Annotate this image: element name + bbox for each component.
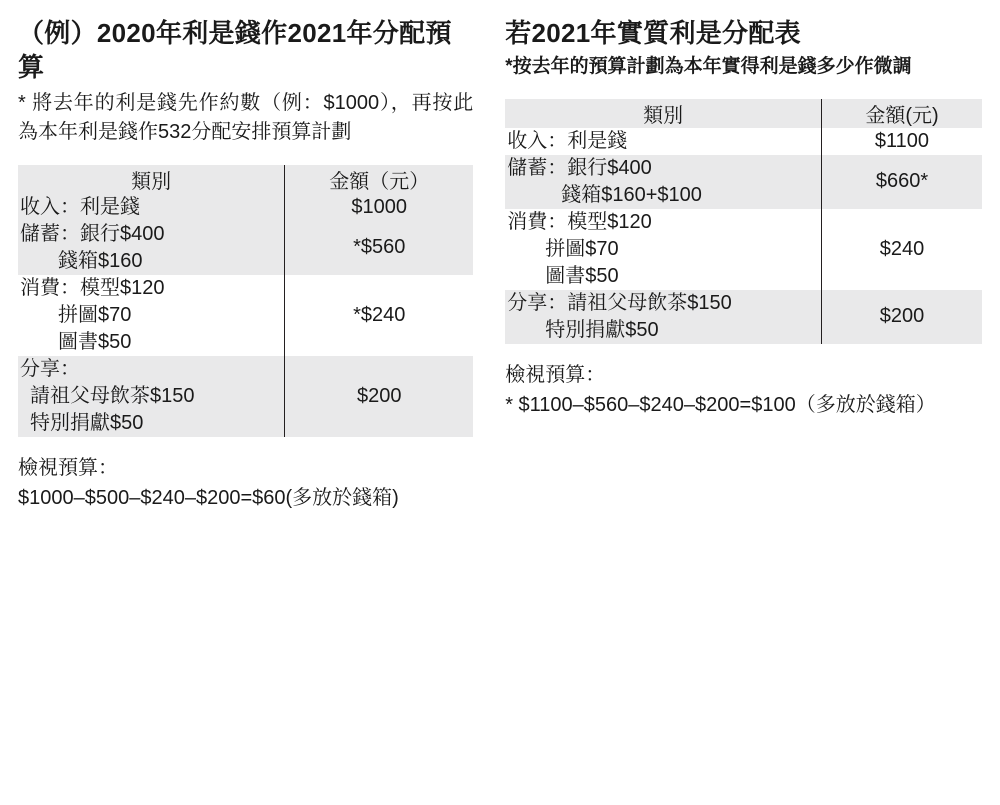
label-line: 圖書$50 <box>58 330 132 353</box>
row-amount: $200 <box>822 290 983 344</box>
table-row <box>18 275 473 356</box>
row-amount: $1100 <box>822 128 983 155</box>
row-label <box>505 155 821 209</box>
label-line: 請祖父母飲茶$150 <box>30 384 195 407</box>
label-line: 消費：模型$120 <box>20 276 165 299</box>
left-subtitle: * 將去年的利是錢先作約數（例：$1000），再按此為本年利是錢作532分配安排預算計劃 <box>18 91 474 143</box>
table-header-row <box>505 99 982 128</box>
label-line: 消費：模型$120 <box>507 210 652 233</box>
header-amount: 金額(元) <box>822 99 983 128</box>
left-footer <box>18 453 473 513</box>
table-row <box>505 290 982 344</box>
row-amount: *$560 <box>285 221 474 275</box>
left-footer-label: 檢視預算： <box>18 456 118 479</box>
row-amount: $1000 <box>285 194 474 221</box>
row-label <box>18 221 285 275</box>
row-label <box>505 209 821 290</box>
right-footer <box>505 360 982 420</box>
left-footer-text: $1000–$500–$240–$200=$60(多放於錢箱) <box>18 486 399 509</box>
header-amount: 金額（元） <box>285 165 474 194</box>
label-line: 收入：利是錢 <box>507 129 628 152</box>
right-footer-label: 檢視預算： <box>505 363 606 386</box>
row-label <box>505 128 821 155</box>
label-line: 拼圖$70 <box>545 237 619 260</box>
label-line: 分享： <box>20 357 80 380</box>
label-line: 圖書$50 <box>545 264 619 287</box>
table-row <box>18 194 473 221</box>
row-label <box>18 194 285 221</box>
label-line: 儲蓄：銀行$400 <box>20 222 165 245</box>
label-line: 儲蓄：銀行$400 <box>507 156 652 179</box>
right-footer-text: * $1100–$560–$240–$200=$100（多放於錢箱） <box>505 393 936 416</box>
right-title: 若2021年實質利是分配表 <box>505 18 801 48</box>
left-title: （例）2020年利是錢作2021年分配預算 <box>18 18 452 83</box>
label-line: 特別捐獻$50 <box>545 318 659 341</box>
row-label <box>18 275 285 356</box>
table-header-row <box>18 165 473 194</box>
header-category: 類別 <box>18 165 285 194</box>
left-budget-table <box>18 165 473 437</box>
row-label <box>505 290 821 344</box>
label-line: 特別捐獻$50 <box>30 411 144 434</box>
header-category: 類別 <box>505 99 821 128</box>
right-budget-table <box>505 99 982 344</box>
table-row <box>18 356 473 437</box>
row-amount: $200 <box>285 356 474 437</box>
table-row <box>505 155 982 209</box>
label-line: 錢箱$160+$100 <box>561 183 702 206</box>
right-column <box>491 10 982 805</box>
row-amount: $660* <box>822 155 983 209</box>
row-amount: $240 <box>822 209 983 290</box>
label-line: 收入：利是錢 <box>20 195 140 218</box>
right-subtitle: *按去年的預算計劃為本年實得利是錢多少作微調 <box>505 56 912 78</box>
row-amount: *$240 <box>285 275 474 356</box>
row-label <box>18 356 285 437</box>
table-row <box>505 209 982 290</box>
left-column <box>18 10 491 805</box>
table-row <box>18 221 473 275</box>
label-line: 拼圖$70 <box>58 303 132 326</box>
label-line: 錢箱$160 <box>58 249 143 272</box>
label-line: 分享：請祖父母飲茶$150 <box>507 291 732 314</box>
table-row <box>505 128 982 155</box>
